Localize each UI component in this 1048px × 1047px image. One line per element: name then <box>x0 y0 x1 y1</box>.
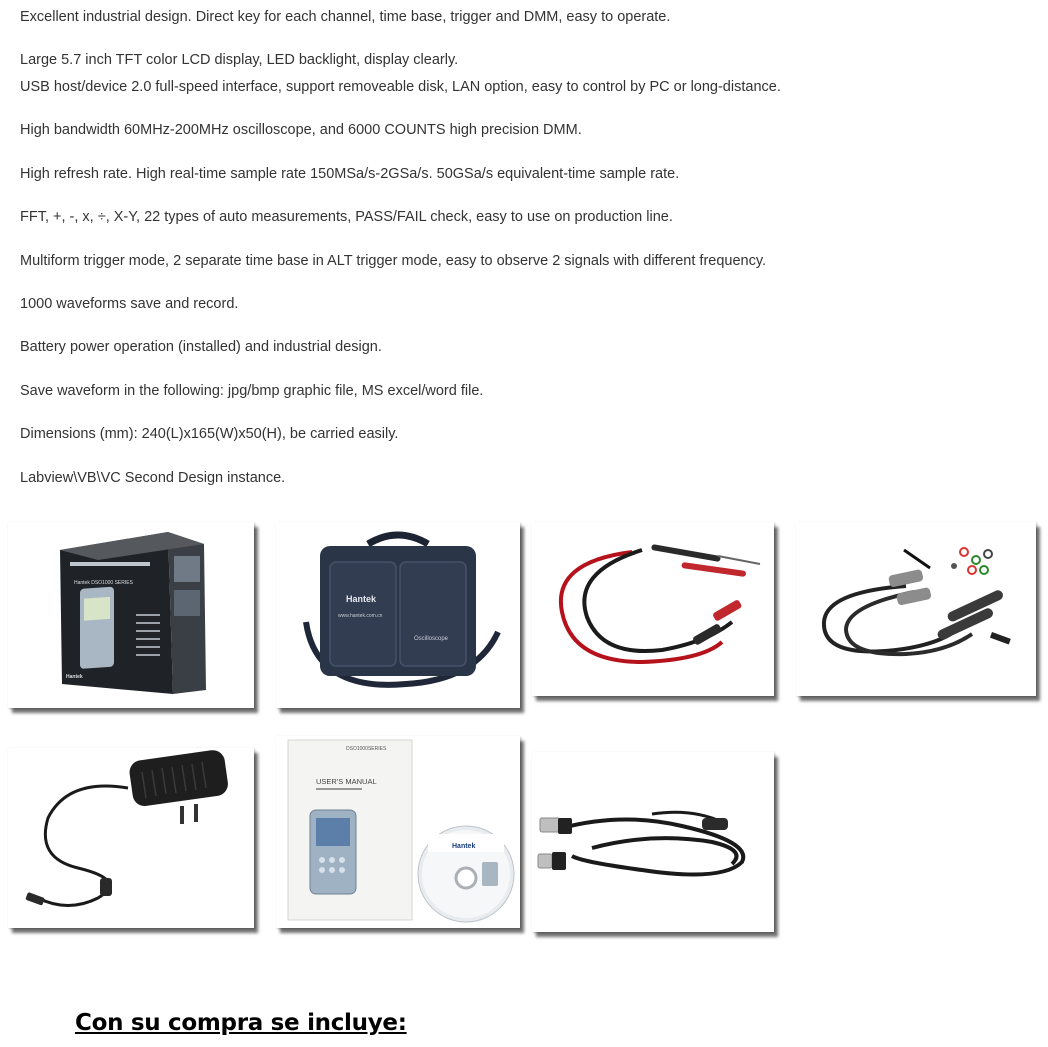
feature-item: Labview\VB\VC Second Design instance. <box>20 470 286 486</box>
power-adapter-photo <box>8 748 254 928</box>
feature-item: Excellent industrial design. Direct key for each channel, time base, trigger and DMM, easy to operate. <box>20 9 671 25</box>
feature-item: 1000 waveforms save and record. <box>20 296 239 312</box>
box-series-text: Hantek DSO1000 SERIES <box>74 580 133 586</box>
feature-item: USB host/device 2.0 full-speed interface, support removeable disk, LAN option, easy to control by PC or long-distance. <box>20 79 781 95</box>
manual-title-text: USER'S MANUAL <box>316 777 377 786</box>
feature-item: Large 5.7 inch TFT color LCD display, LED backlight, display clearly. <box>20 52 459 68</box>
feature-item: Dimensions (mm): 240(L)x165(W)x50(H), be carried easily. <box>20 426 399 442</box>
user-manual-cd-photo <box>276 736 520 928</box>
feature-item: Save waveform in the following: jpg/bmp graphic file, MS excel/word file. <box>20 383 484 399</box>
manual-series-text: DSO1000SERIES <box>346 746 387 752</box>
carrying-bag-photo <box>276 522 520 708</box>
box-brand-text: Hantek <box>66 674 83 680</box>
product-box-photo <box>8 522 254 708</box>
test-leads-photo <box>532 522 774 696</box>
bag-brand-text: Hantek <box>346 594 377 604</box>
usb-cable-photo <box>532 752 774 932</box>
feature-item: FFT, +, -, x, ÷, X-Y, 22 types of auto measurements, PASS/FAIL check, easy to use on production line. <box>20 209 673 225</box>
feature-item: Multiform trigger mode, 2 separate time base in ALT trigger mode, easy to observe 2 signals with different frequency. <box>20 253 767 269</box>
feature-item: High refresh rate. High real-time sample rate 150MSa/s-2GSa/s. 50GSa/s equivalent-time sample rate. <box>20 166 680 182</box>
cd-brand-text: Hantek <box>452 843 476 850</box>
included-items-heading: Con su compra se incluye: <box>75 1010 407 1036</box>
feature-item: High bandwidth 60MHz-200MHz oscilloscope, and 6000 COUNTS high precision DMM. <box>20 122 582 138</box>
bag-label-text: Oscilloscope <box>414 636 449 642</box>
bag-url-text: www.hantek.com.cn <box>338 613 383 619</box>
oscilloscope-probes-photo <box>796 522 1036 696</box>
feature-item: Battery power operation (installed) and industrial design. <box>20 339 382 355</box>
